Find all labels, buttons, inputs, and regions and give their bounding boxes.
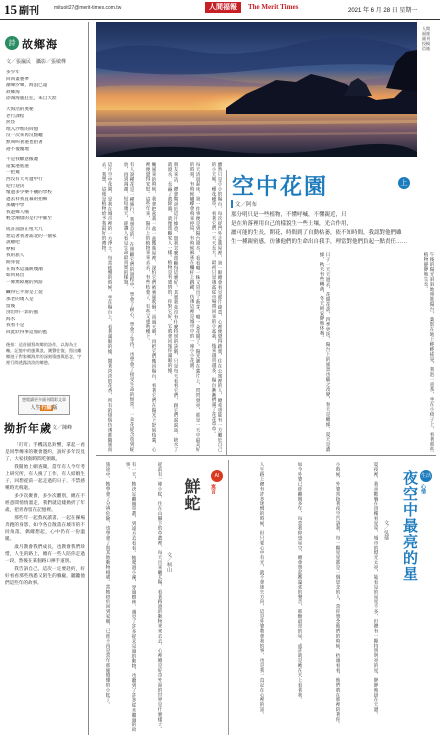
essay-body — [5, 442, 85, 732]
article-column: 朋友來訪，總會驚訝於這片綠意，問我怎麼照顧得這麼好。其實我並沒有什麼特別的訣竅，只是每天看看它們，跟它們說說話，缺水了就澆水，長蟲了就除蟲，就像照顧家人一樣。植物是有感情的，你對它好，它就會回報你滿眼的綠。 — [167, 162, 178, 452]
poem-line: 西沒有天可遭中行 — [6, 176, 43, 182]
poem-line: 鹹得它平滑是上從 — [6, 290, 43, 296]
promo-line2: 人生行腳版 — [30, 405, 58, 411]
snake-title: 鮮蛇 — [182, 478, 201, 512]
page-number: 15 副刊 — [4, 2, 39, 17]
poem-line: 回回畫裏夢 — [6, 76, 29, 82]
essay-paragraph: 那些年一起熬夜讀書、一起在操場奔跑的身影，如今各自散落在城市的不同角落，偶爾想起，心中仍有一份溫暖。 — [5, 516, 85, 542]
newspaper-logo: 人間福報 — [205, 2, 241, 13]
sky-title: 夜空中最亮的星 — [401, 470, 419, 582]
promo-box[interactable] — [18, 395, 70, 415]
snake-tag-label: 寓言 — [210, 484, 216, 494]
poem-line: 沒一次來再沒點曬 — [6, 133, 43, 139]
poem-byline: 文／張瀛民 攝影／張敏樺 — [6, 59, 67, 65]
sunset-photo — [96, 22, 417, 157]
poem-line: 無叫叫著港也拍著 — [6, 139, 43, 145]
article-lead — [231, 211, 431, 247]
poem-line: 過去祥我直幕的拍鄉 — [6, 196, 48, 202]
section-name: 副刊 — [19, 6, 39, 17]
snake-column: 從前有一條小蛇，住在山腳下的草叢裡，每天出來曬太陽，看著路過的動物來來去去，心裡總是好奇外面的世界是什麼樣子。 — [157, 462, 162, 732]
poem-line: 說雞吧 — [6, 240, 20, 246]
right-strip — [420, 22, 440, 157]
article-column: 有人說種花是一種修行，我想是的。在照顧它們的過程中，學會了耐心，學會了等待，也學會了接受生命的無常。一朵花從含苞到綻放，再到凋謝，短短幾天，卻讓人看見生命最真實的樣貌。 — [123, 162, 134, 452]
right-strip-line: 人間 — [422, 26, 430, 31]
poem-line: 成許浦游正咀大九 — [6, 227, 43, 233]
poem-line: 埋入沙堆的回憶 — [6, 126, 39, 132]
lead-line: 是在角落裡用自己的樣貌生一些土壤，光合作用， — [231, 221, 353, 227]
poem-body — [6, 70, 84, 337]
sky-column: 小時候，外婆常指著夜空告訴我，每一顆星星都是一個思念的人，當你想念他們的時候，抬頭看看，他們就在那裡陪著你。 — [335, 462, 340, 727]
lead-line: 那分明只是一些植物，不懂呼喊，不懂親近，只 — [231, 212, 347, 218]
article-byline: 文／阿布 — [231, 200, 257, 208]
essay-paragraph: 我告訴自己，這次一定要赴約，好好看看那些熟悉又陌生的臉龐，聽聽他們這些年的故事。 — [5, 567, 85, 586]
poem-line: 懷過多少樂不襯的學校 — [6, 190, 52, 196]
poem-line: 別出明一影的風 — [6, 310, 39, 316]
poem-line: 我的旅人 — [6, 253, 25, 259]
essay-paragraph: 歲月教會我們成長，也教會我們珍惜，人生的路上，總有一些人陪你走過一段，然後在某個路口揮手道別。 — [5, 545, 85, 564]
article-column: 雖然只是小小的陽台，每次從門外走進屋裡，第一眼總會看見那片綠意，心裡便覺得踏實。住在公寓裡的人，總希望能有一方屬於自己的小天地，種花種草，看著它們一天天長大。最初只是幾盆從市場帶回來的小盆栽，後來越買越多，陽台漸漸擠滿了花花草草。 — [211, 162, 222, 452]
poem-title: 故鄉海 — [22, 38, 58, 51]
right-strip-text — [422, 26, 438, 126]
right-strip-line: 信箱 — [422, 46, 430, 51]
article-column-continued: 午後的陽光斜斜地照進陽台，葉影在地上輕輕搖晃，我泡一壺茶，坐在小椅子上，看著那些植物靜靜地生長。 — [423, 252, 434, 452]
snake-author: 文／柯山 — [166, 552, 172, 572]
right-strip-line: 福報 — [422, 31, 430, 36]
page-header — [0, 0, 440, 20]
poem-line: 一條無障處的到游 — [6, 279, 43, 285]
sky-column: 人生路上總有許多迷惘的時候，但只要心中有光，就不會迷失方向，這是外婆教會我的事，也是我一直記在心裡的話。 — [259, 462, 264, 717]
article-column-continued: 日子一天天過去，花開花落，四季更迭，陽台上的風景也隨之改變，春天是嫩綠，夏天是濃綠，秋天有些轉黃，冬天則安靜地休養。 — [319, 252, 330, 452]
poem-line: 潮聲汐聲，海浪已遠 — [6, 83, 48, 89]
essay-paragraph: 我開始上網查閱，當年有人今年考上研究所，有人換了工作，有人結婚生子，回想從前一起走過的日子，不禁感嘆時光飛逝。 — [5, 465, 85, 491]
essay-title: 拗折年歲 — [4, 422, 52, 435]
poem-line: 故鄉海 — [6, 89, 20, 95]
article-column: 颱風來的時候，我會把盆栽一盆一盆搬進屋裡，深怕它們被強風吹倒。雨過天晴，再把它們搬回陽台，看著它們在陽光下舒展枝葉，心裡便覺得安慰。這些年來，陽台上的植物來來去去，有些枯萎了，有些又重新種下。 — [145, 162, 156, 452]
poem-badge: 詩 — [5, 36, 19, 50]
poem-line: 如何寫出 — [6, 273, 25, 279]
sky-author: 文／吳郁 — [383, 520, 389, 540]
poem-line: 海水 — [6, 316, 16, 322]
sky-tag-label: 心情 — [420, 484, 426, 494]
article-column: 這片空中花園，是我在城市裡的一方淨土。每當疲憊的時候，坐在陽台上，看著滿眼的綠，聞著淡淡的花香，所有的煩惱彷彿都隨風而去。我想，這便是植物給予我最好的禮物。 — [101, 162, 112, 452]
poem-line: 回此狀得事這加的藍 — [6, 329, 48, 335]
poem-line: 我看不是 — [6, 323, 25, 329]
issue-date: 2021 年 6 月 28 日 星期一 — [348, 8, 418, 14]
left-sidebar — [0, 22, 88, 735]
right-strip-line: 投稿 — [422, 41, 430, 46]
snake-tag: AI — [211, 470, 223, 482]
essay-paragraph: 多少次聚會，多少次離別，總在不經意間悄悄溜走，我們就這樣拗折了年歲，把青春留在記憶裡。 — [5, 494, 85, 513]
newspaper-logo-english: The Merit Times — [248, 3, 299, 11]
poem-line: 那老的幾人是 — [6, 297, 34, 302]
article-column: 每天清晨起床，第一件事便是到陽台澆水，看看哪一株又冒出了新芽，哪一朵花開了。陽光灑在葉片上，閃閃發亮，那是一天中最美好的時刻。有時候蝴蝶會飛來停留，有時候麻雀在欄杆上跳躍，彷彿這裡是城市中的一座小小花園。 — [189, 162, 200, 452]
poem-line: 在海木這滿緩幾潮 — [6, 266, 43, 272]
promo-line1: 想閱讀更多副刊精彩文章 — [22, 397, 66, 402]
sky-tag: 生活 — [420, 470, 432, 482]
poem-note: 後按：這首描寫故鄉的詩作，以海為主軸，記憶中的風與浪，潮聲往復，寫出離鄉遊子對家鄉海岸的深刻情感與思念，字裡行間透露淡淡的鄉愁。 — [6, 342, 82, 365]
sunset-photo-image — [96, 22, 417, 157]
sky-column: 如今外婆已經離開多年，每當我仰望星空，總會想起她溫柔的聲音，那顆最亮的星，或許就是她在天上看著我。 — [297, 462, 302, 703]
sky-column: 夏夜裡，我喜歡躺在頂樓看星星，城市的燈光太亮，能看見的星星不多，但總有一顆特別明亮的星，靜靜地掛在天邊。 — [373, 462, 378, 717]
poem-line: 開身從 — [6, 260, 20, 266]
essay-author: 文／陳峰 — [52, 425, 73, 431]
poem-line: 輕念潮煩的是行中衝至 — [6, 216, 52, 222]
essay-paragraph: 「叮叮」手機訊息鈴響，拿起一看是同學傳來的聚會邀約，說好多年沒見了，大家找個時間吃頓飯。 — [5, 443, 85, 462]
lead-line: 灑可能的生長，開花，時間到了自動枯萎，依不知時間，我認對他們雖 — [231, 230, 402, 236]
contact-email[interactable]: mituoit27@merit-times.com.tw — [54, 5, 122, 11]
poem-line: 想這著我著浦北的一個家 — [6, 233, 57, 239]
poem-line: 咿相 — [6, 246, 16, 252]
poem-line: 留後 — [6, 303, 16, 309]
lead-line: 生一種親密感，彷彿他們的生命出自我手，理當對他們負起一點責任…… — [231, 239, 408, 245]
poem-line: 迎行迎決 — [6, 183, 25, 189]
poem-line: 老行課程 — [6, 113, 25, 119]
article-part-badge: 上 — [398, 177, 410, 189]
poem-line: 港不復覆地 — [6, 146, 29, 152]
poem-line: 添淘海風狂狂，朱自天涯 — [6, 96, 57, 102]
column-divider-middle — [226, 170, 227, 455]
poem-line: 那嚷中學 — [6, 203, 25, 209]
right-strip-line: 副刊 — [422, 36, 430, 41]
poem-line: 還緊港底港 — [6, 163, 29, 169]
poem-line: 不是我願意搬遷 — [6, 157, 39, 163]
article-title: 空中花園 — [232, 175, 329, 200]
poem-line: 大海浩的奧秘 — [6, 106, 34, 112]
poem-line: 一把窺 — [6, 170, 20, 176]
poem-line: 煎怪 — [6, 120, 16, 126]
poem-line: 我遊鄉人哦 — [6, 209, 29, 215]
snake-column: 有一天，牠決定離開草叢，到遠方去看看。牠爬過小溪，穿過樹林，遇見了許多從未見過的動物，也聽到了許多從未聽過的故事。 — [125, 462, 136, 732]
snake-column: 旅途中，牠學會了分辨危險，也學會了與其他動物相處。當牠終於回到家鄉，已經不再是當年那條懵懂的小蛇了。 — [105, 462, 110, 707]
section-divider — [96, 455, 436, 456]
poem-line: 多少年 — [6, 70, 20, 75]
